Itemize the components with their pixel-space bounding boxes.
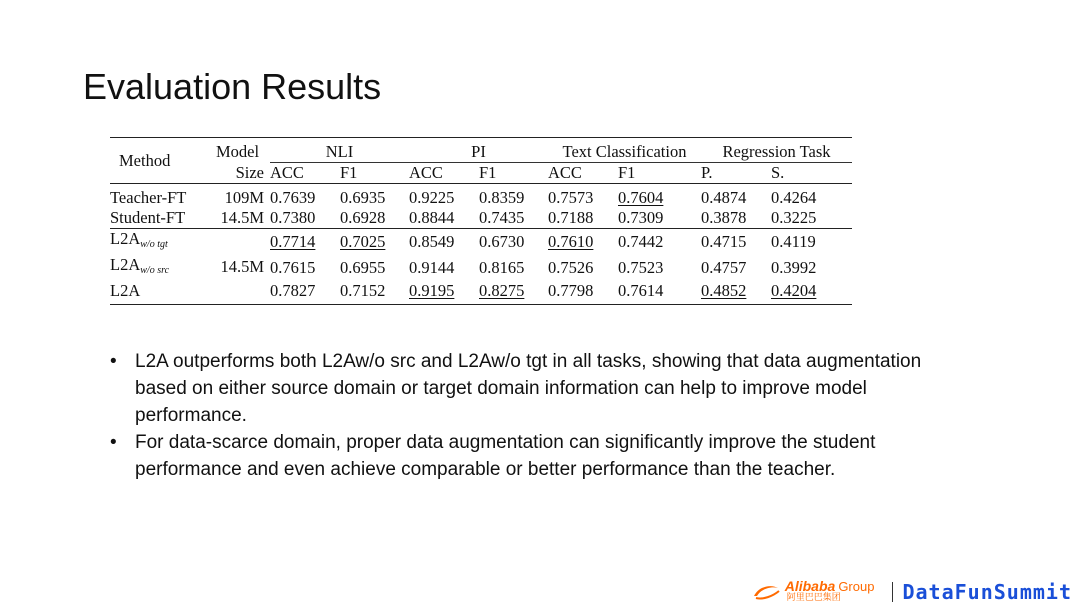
- bullet-dot-icon: •: [110, 351, 117, 372]
- cell: 0.7380: [270, 208, 316, 227]
- cell: 0.7526: [548, 258, 594, 277]
- row-size: 14.5M: [220, 256, 264, 276]
- cell: 0.7610: [548, 232, 594, 251]
- bullet-text: For data-scarce domain, proper data augmentation can significantly improve the student performance and even achieve comparable or better performance than the teacher.: [135, 432, 876, 480]
- cell: 0.4852: [701, 281, 747, 300]
- header-subcol: F1: [479, 163, 497, 182]
- row-size: 14.5M: [220, 208, 264, 227]
- cell: 0.8275: [479, 281, 525, 300]
- alibaba-swoosh-icon: [751, 582, 781, 602]
- row-method: Student-FT: [110, 208, 186, 227]
- cell: 0.4264: [771, 188, 817, 207]
- header-group-text-classification: Text Classification: [548, 138, 701, 163]
- bullet-text: L2A outperforms both L2Aw/o src and L2Aw/o tgt in all tasks, showing that data augmentation based on either source domain or target domain information can help to improve model performance.: [135, 351, 922, 426]
- cell: 0.7025: [340, 232, 386, 251]
- cell: 0.7309: [618, 208, 664, 227]
- header-subcol: F1: [618, 163, 636, 182]
- alibaba-wordmark: Alibaba: [784, 578, 836, 594]
- cell: 0.9144: [409, 258, 455, 277]
- alibaba-logo: [751, 578, 875, 603]
- cell: 0.6955: [340, 258, 386, 277]
- cell: 0.8165: [479, 258, 525, 277]
- cell: 0.8359: [479, 188, 525, 207]
- footer-separator: [892, 582, 893, 602]
- header-subcol: ACC: [548, 163, 582, 182]
- header-subcol: F1: [340, 163, 358, 182]
- row-method: Teacher-FT: [110, 188, 187, 207]
- bullet-item: [108, 348, 968, 429]
- cell: 0.4119: [771, 232, 816, 251]
- cell: 0.6730: [479, 232, 525, 251]
- cell: 0.8549: [409, 232, 455, 251]
- cell: 0.4204: [771, 281, 817, 300]
- cell: 0.7714: [270, 232, 316, 251]
- row-method: L2A: [110, 281, 141, 300]
- bullet-item: [108, 429, 968, 483]
- cell: 0.7614: [618, 281, 664, 300]
- cell: 0.7573: [548, 188, 594, 207]
- cell: 0.7435: [479, 208, 525, 227]
- header-model: Model: [216, 142, 260, 162]
- row-method: $L2A_{w/o tgt}$: [110, 229, 168, 250]
- header-subcol: S.: [771, 163, 785, 182]
- cell: 0.4715: [701, 232, 747, 251]
- cell: 0.8844: [409, 208, 455, 227]
- cell: 0.7615: [270, 258, 316, 277]
- cell: 0.3878: [701, 208, 747, 227]
- row-size: 109M: [224, 188, 264, 207]
- cell: 0.7188: [548, 208, 594, 227]
- cell: 0.3992: [771, 258, 817, 277]
- cell: 0.7798: [548, 281, 594, 300]
- header-subcol: ACC: [409, 163, 443, 182]
- results-table: [110, 137, 852, 305]
- cell: 0.9195: [409, 281, 455, 300]
- alibaba-group-text: Group: [838, 579, 875, 594]
- cell: 0.7442: [618, 232, 664, 251]
- header-group-regression: Regression Task: [701, 138, 852, 163]
- cell: 0.7639: [270, 188, 316, 207]
- cell: 0.7827: [270, 281, 316, 300]
- cell: 0.7152: [340, 281, 386, 300]
- footer-branding: [751, 578, 1072, 606]
- cell: 0.6935: [340, 188, 386, 207]
- cell: 0.7523: [618, 258, 664, 277]
- row-method-subscript: w/o src: [140, 265, 170, 276]
- cell: 0.7604: [618, 188, 664, 207]
- cell: 0.3225: [771, 208, 817, 227]
- cell: 0.4757: [701, 258, 747, 277]
- row-method: $L2A_{w/o src}$: [110, 255, 170, 276]
- cell: 0.6928: [340, 208, 386, 227]
- header-subcol: ACC: [270, 163, 304, 182]
- bullet-dot-icon: •: [110, 432, 117, 453]
- datafunsummit-logo: DataFunSummit: [902, 580, 1072, 604]
- header-size: Size: [235, 162, 264, 182]
- header-group-nli: NLI: [270, 138, 409, 163]
- header-subcol: P.: [701, 163, 713, 182]
- slide-title: Evaluation Results: [83, 66, 382, 107]
- cell: 0.4874: [701, 188, 747, 207]
- alibaba-chinese-text: 阿里巴巴集团: [786, 592, 841, 602]
- bullet-list: [108, 348, 968, 483]
- cell: 0.9225: [409, 188, 455, 207]
- header-method: Method: [119, 150, 171, 170]
- header-group-pi: PI: [409, 138, 548, 163]
- row-method-subscript: w/o tgt: [140, 239, 168, 250]
